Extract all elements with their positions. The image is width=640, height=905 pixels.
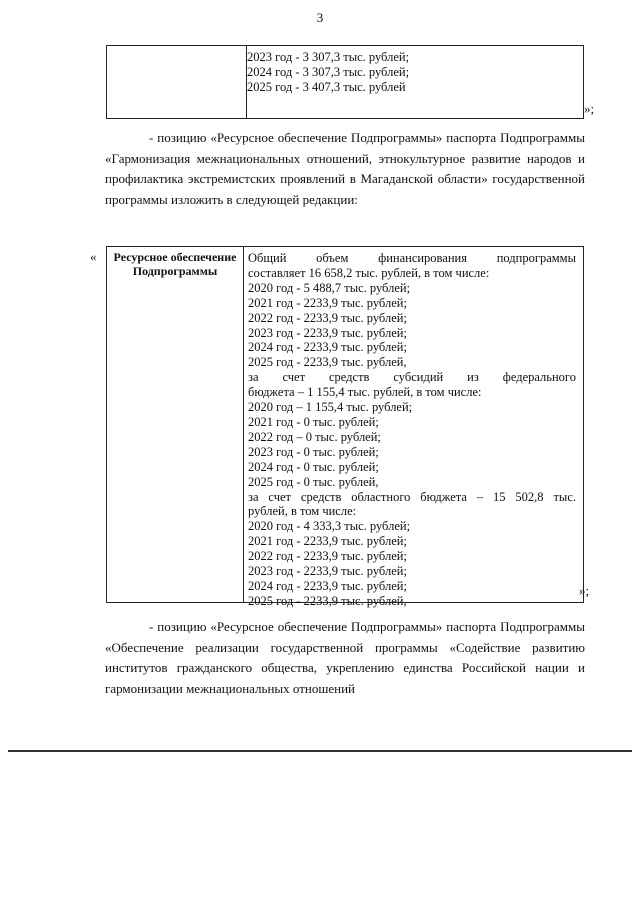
top-table-left-cell	[107, 46, 247, 118]
total-year-line: 2021 год - 2233,9 тыс. рублей;	[248, 295, 407, 310]
federal-year-line: 2024 год - 0 тыс. рублей;	[248, 459, 379, 474]
federal-line: за счет средств субсидий из федерального	[248, 370, 576, 385]
paragraph-amend-1: - позицию «Ресурсное обеспечение Подпрограммы» паспорта Подпрограммы «Гармонизация межнациональных отношений, этнокультурное развитие народов и профилактика экстремистских проявлений в Магаданской области» государственной программы изложить в следующей редакции:	[105, 130, 585, 207]
footer-rule	[8, 750, 632, 752]
regional-year-line: 2021 год - 2233,9 тыс. рублей;	[248, 534, 407, 549]
federal-year-line: 2020 год – 1 155,4 тыс. рублей;	[248, 400, 413, 415]
table-open-quote: «	[90, 249, 97, 264]
regional-year-line: 2024 год - 2233,9 тыс. рублей;	[248, 578, 407, 593]
federal-line: бюджета – 1 155,4 тыс. рублей, в том числе:	[248, 385, 482, 400]
top-table-line: 2025 год - 3 407,3 тыс. рублей	[247, 80, 406, 94]
total-year-line: 2025 год - 2233,9 тыс. рублей,	[248, 355, 407, 370]
regional-line: за счет средств областного бюджета – 15 502,8 тыс.	[248, 489, 576, 504]
total-year-line: 2023 год - 2233,9 тыс. рублей;	[248, 325, 407, 340]
intro-line: составляет 16 658,2 тыс. рублей, в том числе:	[248, 265, 490, 280]
top-table-closing-quote: »;	[584, 101, 595, 116]
resource-table-label: Ресурсное обеспечение Подпрограммы	[113, 250, 237, 278]
page-number: 3	[316, 10, 324, 25]
federal-year-line: 2023 год - 0 тыс. рублей;	[248, 444, 379, 459]
top-table-right-cell	[247, 50, 409, 95]
paragraph-amend-2: - позицию «Ресурсное обеспечение Подпрограммы» паспорта Подпрограммы «Обеспечение реализации государственной программы «Содействие развитию институтов гражданского общества, укреплению единства Российской нации и гармонизации межнациональных отношений	[105, 619, 585, 696]
resource-table	[106, 246, 584, 608]
total-year-line: 2022 год - 2233,9 тыс. рублей;	[248, 310, 407, 325]
top-table-fragment	[106, 45, 584, 119]
top-table-line: 2023 год - 3 307,3 тыс. рублей;	[247, 50, 410, 64]
regional-year-line: 2020 год - 4 333,3 тыс. рублей;	[248, 519, 411, 534]
regional-year-line: 2025 год - 2233,9 тыс. рублей,	[248, 593, 407, 608]
resource-table-label-cell	[107, 247, 244, 602]
intro-line: Общий объем финансирования подпрограммы	[248, 251, 576, 265]
total-year-line: 2020 год - 5 488,7 тыс. рублей;	[248, 280, 411, 295]
total-year-line: 2024 год - 2233,9 тыс. рублей;	[248, 340, 407, 355]
federal-year-line: 2021 год - 0 тыс. рублей;	[248, 414, 379, 429]
table-closing-quote: »;	[579, 583, 590, 598]
regional-line: рублей, в том числе:	[248, 504, 357, 519]
top-table-line: 2024 год - 3 307,3 тыс. рублей;	[247, 65, 410, 79]
resource-table-value-cell	[248, 251, 576, 609]
regional-year-line: 2023 год - 2233,9 тыс. рублей;	[248, 564, 407, 579]
regional-year-line: 2022 год - 2233,9 тыс. рублей;	[248, 549, 407, 564]
federal-year-line: 2025 год - 0 тыс. рублей,	[248, 474, 379, 489]
federal-year-line: 2022 год – 0 тыс. рублей;	[248, 429, 381, 444]
